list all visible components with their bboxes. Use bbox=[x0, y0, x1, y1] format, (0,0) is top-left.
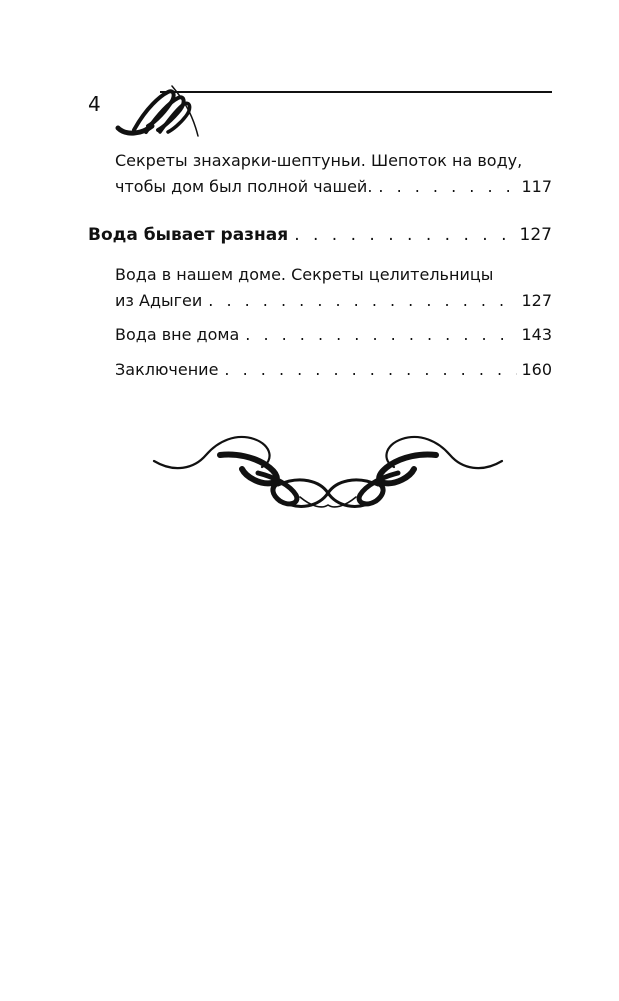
toc-page-number: 127 bbox=[521, 291, 552, 310]
toc-entry[interactable] bbox=[115, 322, 552, 348]
toc-entry-title-line: Заключение bbox=[115, 360, 219, 379]
toc-entry[interactable] bbox=[115, 357, 552, 383]
dot-leader bbox=[294, 222, 515, 248]
toc-entry-title-line: чтобы дом был полной чашей. bbox=[115, 177, 373, 196]
toc-page-number: 143 bbox=[521, 325, 552, 344]
dot-leader bbox=[208, 288, 517, 314]
dot-leader bbox=[378, 174, 517, 200]
toc-page-number: 160 bbox=[521, 360, 552, 379]
toc-entry-title-line: Вода в нашем доме. Секреты целительницы bbox=[115, 265, 494, 284]
toc-entry-title-line: Вода вне дома bbox=[115, 325, 240, 344]
toc-section-title: Вода бывает разная bbox=[88, 225, 289, 245]
toc-section-entry[interactable] bbox=[88, 222, 552, 248]
scroll-divider-icon bbox=[150, 425, 506, 520]
toc-entry[interactable] bbox=[115, 148, 552, 200]
dot-leader bbox=[224, 357, 517, 383]
toc-entry-title-line: из Адыгеи bbox=[115, 291, 203, 310]
dot-leader bbox=[245, 322, 517, 348]
toc-entry[interactable] bbox=[115, 262, 552, 314]
swirl-flourish-icon bbox=[112, 78, 202, 142]
toc-page-number: 127 bbox=[519, 225, 552, 245]
toc-entry-title-line: Секреты знахарки-шептуньи. Шепоток на воду, bbox=[115, 151, 523, 170]
page-number: 4 bbox=[88, 92, 101, 116]
header-rule bbox=[160, 91, 552, 93]
toc-page-number: 117 bbox=[521, 177, 552, 196]
